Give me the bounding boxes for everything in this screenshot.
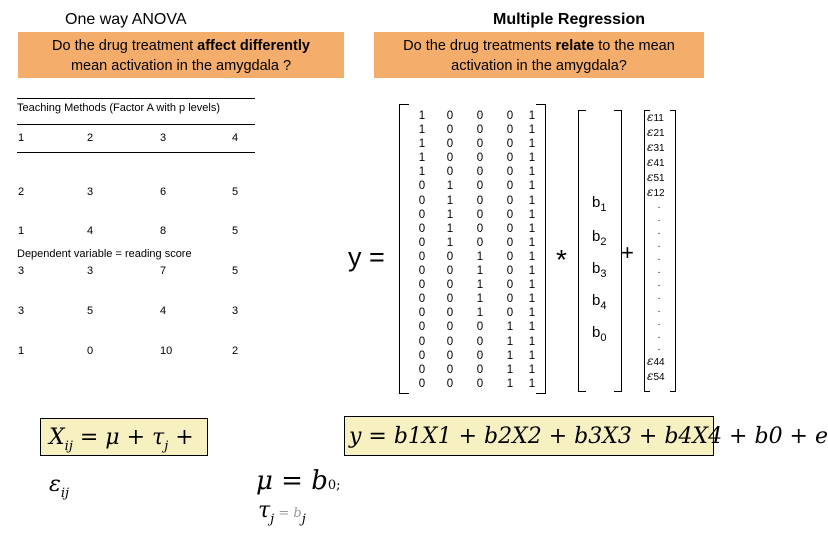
design-matrix-cell: 0 <box>476 335 484 348</box>
design-matrix-cell: 0 <box>476 321 484 334</box>
design-matrix-cell: 0 <box>418 279 426 292</box>
design-matrix-cell: 0 <box>506 152 514 165</box>
design-matrix-cell: 0 <box>506 279 514 292</box>
error-index: 11 <box>653 113 664 124</box>
table-cell: 1 <box>18 225 25 238</box>
design-matrix-cell: 0 <box>446 265 454 278</box>
design-matrix-cell: 1 <box>528 335 536 348</box>
error-index: . <box>657 264 661 276</box>
b-symbol: b <box>592 292 601 309</box>
epsilon-symbol: ε <box>647 354 654 369</box>
design-matrix-cell: 0 <box>418 222 426 235</box>
b-subscript: 4 <box>600 300 607 312</box>
design-matrix-cell: 1 <box>528 279 536 292</box>
epsilon-symbol: ε <box>647 169 654 184</box>
design-matrix-cell: 0 <box>418 349 426 362</box>
design-matrix-cell: 1 <box>528 307 536 320</box>
design-matrix-cell: 1 <box>528 124 536 137</box>
table-cell: 10 <box>160 345 173 358</box>
design-matrix-cell: 0 <box>418 265 426 278</box>
design-matrix-cell: 1 <box>528 222 536 235</box>
design-matrix-cell: 1 <box>528 152 536 165</box>
table-cell: 5 <box>87 305 94 318</box>
error-term <box>647 278 671 291</box>
table-cell: 6 <box>160 185 167 198</box>
error-term <box>647 370 671 385</box>
design-matrix-cell: 0 <box>506 307 514 320</box>
anova-question-box <box>18 32 344 78</box>
table-cell: 4 <box>160 305 167 318</box>
design-matrix-cell: 0 <box>506 124 514 137</box>
b-vector-left-bracket <box>578 110 586 392</box>
design-matrix-cell: 0 <box>476 138 484 151</box>
table-cell: 5 <box>232 265 239 278</box>
design-matrix-cell: 0 <box>418 335 426 348</box>
design-matrix-cell: 0 <box>506 222 514 235</box>
design-matrix-cell: 1 <box>506 335 514 348</box>
b-subscript: 0 <box>600 332 607 344</box>
eq-end: + ε <box>49 425 194 497</box>
design-matrix-cell: 0 <box>446 138 454 151</box>
design-matrix-cell: 0 <box>418 307 426 320</box>
table-cell: 0 <box>87 345 94 358</box>
design-matrix-cell: 1 <box>528 377 536 390</box>
design-matrix-cell: 1 <box>528 250 536 263</box>
table-header-2: 2 <box>87 132 94 144</box>
error-term <box>647 355 671 370</box>
design-matrix-cell: 1 <box>418 138 426 151</box>
design-matrix-cell: 1 <box>528 138 536 151</box>
design-matrix-cell: 1 <box>528 180 536 193</box>
error-index: . <box>657 277 661 289</box>
table-header-1: 1 <box>18 132 25 144</box>
design-matrix-cell: 0 <box>506 293 514 306</box>
error-index: . <box>657 290 661 302</box>
design-matrix-cell: 0 <box>476 349 484 362</box>
design-matrix-cell: 1 <box>476 250 484 263</box>
table-cell: 5 <box>232 185 239 198</box>
error-term <box>647 304 671 317</box>
design-matrix-cell: 0 <box>476 194 484 207</box>
design-matrix-cell: 0 <box>476 222 484 235</box>
design-matrix-cell: 0 <box>506 194 514 207</box>
design-matrix-cell: 0 <box>446 335 454 348</box>
error-term <box>647 111 671 126</box>
error-term <box>647 291 671 304</box>
anova-question-post: mean activation in the amygdala ? <box>70 58 292 74</box>
design-matrix-cell: 0 <box>446 377 454 390</box>
design-matrix-cell: 0 <box>506 166 514 179</box>
b-coefficient <box>592 194 606 214</box>
anova-question-bold: affect differently <box>197 38 310 54</box>
design-matrix-cell: 0 <box>506 250 514 263</box>
design-matrix-left-bracket <box>399 104 409 394</box>
regression-question-box <box>374 32 704 78</box>
design-matrix-cell: 0 <box>418 363 426 376</box>
design-matrix-cell: 1 <box>446 236 454 249</box>
anova-title: One way ANOVA <box>65 11 187 28</box>
b-coefficient <box>592 324 606 344</box>
design-matrix-cell: 1 <box>528 110 536 122</box>
epsilon-symbol: ε <box>647 139 654 154</box>
dependent-variable-note: Dependent variable = reading score <box>17 248 192 260</box>
design-matrix-cell: 1 <box>528 194 536 207</box>
table-cell: 3 <box>87 185 94 198</box>
error-index: 12 <box>653 187 665 199</box>
error-index: 54 <box>653 372 665 384</box>
b-coefficient <box>592 292 606 312</box>
b-subscript: 3 <box>600 268 607 280</box>
tau-def-rhs: = b <box>274 506 302 521</box>
table-column-3 <box>160 159 172 372</box>
epsilon-symbol: ε <box>647 369 654 384</box>
error-term <box>647 141 671 156</box>
error-term <box>647 200 671 213</box>
table-cell: 1 <box>18 345 25 358</box>
design-matrix-cell: 1 <box>528 293 536 306</box>
b-coefficient <box>592 260 606 280</box>
design-matrix-cell: 1 <box>528 236 536 249</box>
table-cell: 8 <box>160 225 167 238</box>
tau-definition <box>258 498 306 527</box>
design-matrix-cell: 0 <box>446 321 454 334</box>
design-matrix-cell: 1 <box>506 321 514 334</box>
design-matrix-cell: 1 <box>528 208 536 221</box>
design-matrix-cell: 0 <box>446 349 454 362</box>
design-matrix-cell: 0 <box>506 180 514 193</box>
design-matrix-cell: 0 <box>418 250 426 263</box>
y-equals-label: y = <box>348 242 385 272</box>
anova-model-equation <box>40 418 208 501</box>
b-coefficient <box>592 228 606 248</box>
error-term <box>647 213 671 226</box>
table-column-4 <box>232 159 238 372</box>
error-term <box>647 317 671 330</box>
error-index: 21 <box>653 127 665 139</box>
design-matrix-cell: 1 <box>528 363 536 376</box>
eq-lhs: X <box>49 425 65 450</box>
eq-mid: = μ + τ <box>72 425 165 450</box>
table-header-3: 3 <box>160 132 167 144</box>
error-index: . <box>657 252 661 264</box>
error-term <box>647 171 671 186</box>
anova-question-pre: Do the drug treatment <box>52 38 198 54</box>
design-matrix-cell: 1 <box>528 166 536 179</box>
design-matrix-cell: 0 <box>476 236 484 249</box>
table-cell: 3 <box>18 265 25 278</box>
regression-title: Multiple Regression <box>493 11 646 28</box>
design-matrix-cell: 1 <box>446 194 454 207</box>
design-matrix-cell: 0 <box>476 363 484 376</box>
regression-question-pre: Do the drug treatments <box>403 38 556 54</box>
design-matrix-cell: 0 <box>446 124 454 137</box>
regression-model-equation: y = b1X1 + b2X2 + b3X3 + b4X4 + b0 + e <box>344 416 714 456</box>
table-column-2 <box>87 159 93 372</box>
error-index: . <box>657 303 661 315</box>
epsilon-symbol: ε <box>647 110 654 124</box>
design-matrix-cell: 1 <box>418 152 426 165</box>
design-matrix-cell: 1 <box>418 110 426 122</box>
error-index: 41 <box>653 157 665 169</box>
error-index: . <box>657 226 661 238</box>
design-matrix-cell: 0 <box>476 208 484 221</box>
design-matrix-cell: 0 <box>446 110 454 122</box>
error-index: 51 <box>653 172 665 184</box>
b-subscript: 1 <box>600 202 607 214</box>
design-matrix-cell: 0 <box>506 236 514 249</box>
design-matrix-cell: 0 <box>476 166 484 179</box>
tau-def-text: τ <box>258 498 271 523</box>
multiply-sign: * <box>556 244 567 275</box>
error-vector <box>647 111 671 385</box>
design-matrix-cell: 1 <box>476 293 484 306</box>
error-term <box>647 226 671 239</box>
design-matrix-cell: 0 <box>476 152 484 165</box>
table-header-4: 4 <box>232 132 239 144</box>
table-header-rule-bottom <box>17 152 255 153</box>
design-matrix-cell: 1 <box>476 265 484 278</box>
design-matrix-cell: 0 <box>418 208 426 221</box>
error-index: . <box>657 316 661 328</box>
design-matrix-cell: 0 <box>446 166 454 179</box>
design-matrix-cell: 0 <box>506 138 514 151</box>
design-matrix-cell: 1 <box>506 363 514 376</box>
table-cell: 3 <box>87 265 94 278</box>
design-matrix-cell: 1 <box>476 307 484 320</box>
mu-definition <box>256 466 341 496</box>
tau-def-sub: j <box>270 512 275 527</box>
design-matrix-cell: 1 <box>506 377 514 390</box>
design-matrix-cell: 1 <box>446 222 454 235</box>
table-cell: 2 <box>232 345 239 358</box>
plus-sign: + <box>621 240 634 265</box>
b-subscript: 2 <box>600 236 607 248</box>
error-term <box>647 265 671 278</box>
error-index: . <box>657 342 661 354</box>
design-matrix-cell: 0 <box>506 208 514 221</box>
epsilon-symbol: ε <box>647 184 654 199</box>
design-matrix-cell: 0 <box>418 236 426 249</box>
regression-question-post: to the mean activation in the amygdala? <box>451 38 675 74</box>
design-matrix-cell: 0 <box>506 110 514 122</box>
error-term <box>647 156 671 171</box>
design-matrix-cell: 1 <box>446 180 454 193</box>
design-matrix-cell: 0 <box>506 265 514 278</box>
epsilon-symbol: ε <box>647 124 654 139</box>
b-symbol: b <box>592 194 601 211</box>
error-term <box>647 239 671 252</box>
table-cell: 3 <box>232 305 239 318</box>
table-cell: 2 <box>18 185 25 198</box>
design-matrix-cell: 0 <box>446 307 454 320</box>
design-matrix-cell: 1 <box>528 321 536 334</box>
error-term <box>647 126 671 141</box>
table-column-1 <box>18 159 24 372</box>
b-symbol: b <box>592 260 601 277</box>
design-matrix-cell: 1 <box>418 124 426 137</box>
design-matrix-column <box>503 109 517 391</box>
design-matrix-cell: 0 <box>476 110 484 122</box>
error-index: . <box>657 200 661 212</box>
design-matrix-column <box>415 109 429 391</box>
error-index: . <box>657 329 661 341</box>
regression-question-bold: relate <box>555 38 595 54</box>
design-matrix-cell: 0 <box>418 321 426 334</box>
table-cell: 5 <box>232 225 239 238</box>
error-term <box>647 186 671 201</box>
table-cell: 7 <box>160 265 167 278</box>
design-matrix-cell: 1 <box>528 349 536 362</box>
b-symbol: b <box>592 324 601 341</box>
design-matrix-cell: 0 <box>446 250 454 263</box>
design-matrix-cell: 0 <box>446 363 454 376</box>
design-matrix-cell: 0 <box>418 293 426 306</box>
table-top-rule <box>17 98 255 99</box>
table-cell: 3 <box>18 305 25 318</box>
design-matrix-cell: 1 <box>446 208 454 221</box>
design-matrix-cell: 0 <box>476 180 484 193</box>
design-matrix-cell: 1 <box>528 265 536 278</box>
design-matrix-cell: 1 <box>506 349 514 362</box>
design-matrix-column <box>525 109 539 391</box>
design-matrix-cell: 0 <box>446 279 454 292</box>
design-matrix-cell: 0 <box>446 293 454 306</box>
error-index: 44 <box>653 357 665 369</box>
design-matrix-cell: 0 <box>446 152 454 165</box>
mu-def-sub: 0; <box>327 478 341 493</box>
error-index: . <box>657 239 661 251</box>
epsilon-symbol: ε <box>647 154 654 169</box>
error-term <box>647 330 671 343</box>
design-matrix-column <box>473 109 487 391</box>
design-matrix-cell: 0 <box>418 180 426 193</box>
tau-def-rhs-sub: j <box>301 512 306 527</box>
eq-lhs-sub: ij <box>64 439 73 454</box>
error-index: . <box>657 213 661 225</box>
error-index: 31 <box>653 142 665 154</box>
error-term <box>647 252 671 265</box>
table-caption: Teaching Methods (Factor A with p levels) <box>17 102 220 114</box>
eq-end-sub: ij <box>60 486 70 501</box>
b-symbol: b <box>592 228 601 245</box>
design-matrix-cell: 1 <box>476 279 484 292</box>
design-matrix-cell: 0 <box>418 194 426 207</box>
table-header-rule-top <box>17 124 255 125</box>
design-matrix-column <box>443 109 457 391</box>
eq-mid-sub: j <box>164 439 169 454</box>
table-cell: 4 <box>87 225 94 238</box>
design-matrix-cell: 1 <box>418 166 426 179</box>
design-matrix-cell: 0 <box>476 124 484 137</box>
design-matrix-cell: 0 <box>418 377 426 390</box>
design-matrix-cell: 0 <box>476 377 484 390</box>
mu-def-text: μ = b <box>256 466 328 496</box>
